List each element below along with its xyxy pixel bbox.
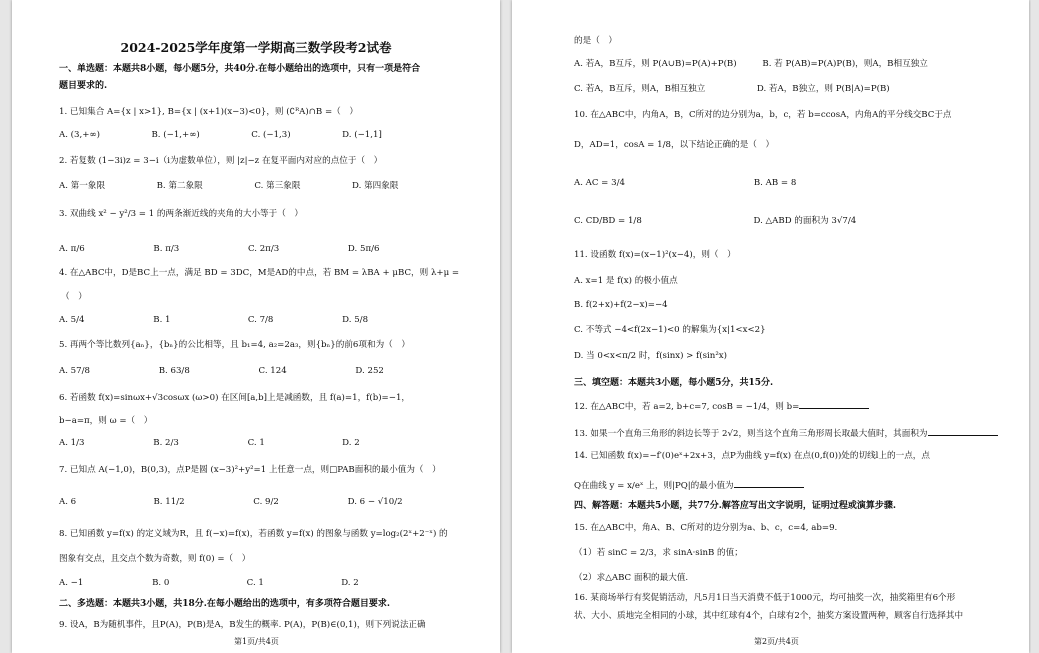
answer-blank (734, 478, 804, 488)
page-2-section-heading (574, 378, 773, 389)
page-1-text-line (59, 107, 358, 118)
page-1-text-line (59, 244, 379, 255)
exam-title: 2024-2025学年度第一学期高三数学段考2试卷 (120, 40, 392, 55)
line-text: A. 57/8 B. 63/8 C. 124 D. 252 (59, 366, 384, 376)
page-1-text-line (59, 416, 152, 427)
line-text: 四、解答题：本题共5小题，共77分.解答应写出文字说明，证明过程或演算步骤. (574, 501, 897, 511)
page-1-text-line (59, 366, 384, 377)
line-text: A. x=1 是 f(x) 的极小值点 (574, 276, 678, 286)
line-text: 3. 双曲线 x² − y²/3 = 1 的两条渐近线的夹角的大小等于（ ） (59, 209, 304, 219)
page-2-text-line (574, 611, 963, 622)
page-1-text-line (59, 130, 382, 141)
page-1-text-line (59, 620, 426, 631)
page-2-text-line (574, 216, 856, 227)
line-text: 8. 已知函数 y=f(x) 的定义域为R，且 f(−x)=f(x)，若函数 y=f(x) 的图象与函数 y=log₂(2ˣ+2⁻ˣ) 的 (59, 529, 448, 539)
page-1-text-line (59, 438, 360, 449)
line-text: 4. 在△ABC中，D是BC上一点，满足 BD = 3DC，M是AD的中点，若 BM = λBA + μBC，则 λ+μ = (59, 268, 460, 278)
page-2-section-heading (574, 501, 896, 512)
page-1-text-line (59, 554, 250, 565)
line-text: 7. 已知点 A(−1,0)，B(0,3)，点P是圆 (x−3)²+y²=1 上任意一点，则□PAB面积的最小值为（ ） (59, 465, 441, 475)
page-1-footer: 第1页/共4页 (234, 637, 279, 646)
line-text: 11. 设函数 f(x)=(x−1)²(x−4)，则（ ） (574, 250, 736, 260)
page-2-text-line (574, 351, 727, 362)
line-text: 1. 已知集合 A={x | x>1}, B={x | (x+1)(x−3)<0}，则 (∁ᴿA)∩B =（ ） (59, 107, 358, 117)
line-text: 10. 在△ABC中，内角A，B，C所对的边分别为a，b，c，若 b=ccosA，内角A的平分线交BC于点 (574, 110, 952, 120)
line-text: 5. 再两个等比数列{aₙ}，{bₙ}的公比相等，且 b₁=4, a₂=2a₃，则{bₙ}的前6项和为（ ） (59, 340, 410, 350)
page-2-text-line (574, 478, 804, 492)
page-1-text-line (59, 497, 403, 508)
line-text: B. f(2+x)+f(2−x)=−4 (574, 300, 668, 310)
line-text: C. 不等式 −4<f(2x−1)<0 的解集为{x|1<x<2} (574, 325, 766, 335)
line-text: 6. 若函数 f(x)=sinωx+√3cosωx (ω>0) 在区间[a,b]上是减函数，且 f(a)=1，f(b)=−1， (59, 393, 411, 403)
line-text: 图象有交点，且交点个数为奇数，则 f(0) =（ ） (59, 554, 251, 564)
page-2-footer: 第2页/共4页 (754, 637, 799, 646)
line-text: 题目要求的. (59, 81, 108, 91)
page-2-text-line (574, 250, 736, 261)
line-text: A. 1/3 B. 2/3 C. 1 D. 2 (59, 438, 360, 448)
line-text: 15. 在△ABC中，角A、B、C所对的边分别为a、b、c，c=4, ab=9. (574, 523, 838, 533)
page-2-text-line (574, 451, 930, 462)
line-text: A. (3,+∞) B. (−1,+∞) C. (−1,3) D. (−1,1] (59, 130, 382, 140)
exam-page-1 (12, 0, 500, 653)
line-text: （1）若 sinC = 2/3，求 sinA·sinB 的值； (574, 548, 743, 558)
page-2-text-line (574, 276, 678, 287)
line-text: 9. 设A，B为随机事件，且P(A)，P(B)是A，B发生的概率. P(A)，P(B)∈(0,1)，则下列说法正确 (59, 620, 426, 630)
line-text: 12. 在△ABC中，若 a=2, b+c=7, cosB = −1/4，则 b= (574, 402, 800, 412)
line-text: 16. 某商场举行有奖促销活动，凡5月1日当天消费不低于1000元，均可抽奖一次，抽奖箱里有6个形 (574, 593, 956, 603)
line-text: D，AD=1，cosA = 1/8，以下结论正确的是（ ） (574, 140, 775, 150)
page-1-text-line (61, 292, 87, 303)
page-1-text-line (59, 578, 359, 589)
page-1-text-line (59, 529, 448, 540)
page-2-text-line (574, 36, 617, 47)
line-text: b−a=π，则 ω =（ ） (59, 416, 153, 426)
line-text: 14. 已知函数 f(x)=−f′(0)eˣ+2x+3，点P为曲线 y=f(x) 在点(0,f(0))处的切线l上的一点，点 (574, 451, 930, 461)
line-text: 2. 若复数 (1−3i)z = 3−i（i为虚数单位），则 |z|−z 在复平面内对应的点位于（ ） (59, 156, 383, 166)
line-text: A. AC = 3/4 B. AB = 8 (574, 178, 797, 188)
page-1-text-line (59, 181, 398, 192)
line-text: C. 若A，B互斥，则A，B相互独立 D. 若A，B独立，则 P(B|A)=P(B) (574, 84, 890, 94)
line-text: D. 当 0<x<π/2 时，f(sinx) > f(sin²x) (574, 351, 727, 361)
page-2-text-line (574, 426, 998, 440)
line-text: Q在曲线 y = x/eˣ 上，则|PQ|的最小值为 (574, 481, 734, 491)
answer-blank (799, 399, 869, 409)
line-text: 状、大小、质地完全相同的小球，其中红球有4个，白球有2个，抽奖方案设置两种，顾客自行选择其中 (574, 611, 964, 621)
line-text: A. −1 B. 0 C. 1 D. 2 (59, 578, 359, 588)
scrollbar[interactable] (1031, 0, 1039, 653)
page-2-text-line (574, 178, 796, 189)
page-1-text-line (59, 268, 459, 279)
answer-blank (928, 426, 998, 436)
page-2-text-line (574, 573, 688, 584)
page-2-text-line (574, 110, 952, 121)
line-text: 13. 如果一个直角三角形的斜边长等于 2√2，则当这个直角三角形周长取最大值时，其面积为 (574, 429, 928, 439)
line-text: A. 6 B. 11/2 C. 9/2 D. 6 − √10/2 (59, 497, 403, 507)
line-text: 一、单选题：本题共8小题，每小题5分，共40分.在每小题给出的选项中，只有一项是符合 (59, 64, 421, 74)
page-1-section-heading (59, 64, 420, 75)
line-text: （ ） (61, 292, 87, 302)
page-1-text-line (59, 315, 368, 326)
page-2-text-line (574, 523, 837, 534)
page-1-text-line (59, 156, 382, 167)
line-text: 的是（ ） (574, 36, 617, 46)
page-1-text-line (59, 209, 303, 220)
line-text: A. 5/4 B. 1 C. 7/8 D. 5/8 (59, 315, 369, 325)
page-2-text-line (574, 140, 774, 151)
exam-page-2 (512, 0, 1029, 653)
line-text: （2）求△ABC 面积的最大值. (574, 573, 689, 583)
page-2-text-line (574, 593, 955, 604)
page-1-text-line (59, 465, 441, 476)
page-1-text-line (59, 340, 410, 351)
page-2-text-line (574, 84, 890, 95)
line-text: 二、多选题：本题共3小题，共18分.在每小题给出的选项中，有多项符合题目要求. (59, 599, 391, 609)
page-1-section-heading (59, 599, 390, 610)
page-2-text-line (574, 300, 668, 311)
page-1-section-heading (59, 81, 107, 92)
page-2-text-line (574, 399, 869, 413)
line-text: A. π/6 B. π/3 C. 2π/3 D. 5π/6 (59, 244, 380, 254)
line-text: 三、填空题：本题共3小题，每小题5分，共15分. (574, 378, 774, 388)
page-2-text-line (574, 59, 928, 70)
line-text: C. CD/BD = 1/8 D. △ABD 的面积为 3√7/4 (574, 216, 857, 226)
line-text: A. 若A，B互斥，则 P(A∪B)=P(A)+P(B) B. 若 P(AB)=P(A)P(B)，则A，B相互独立 (574, 59, 928, 69)
page-2-text-line (574, 325, 766, 336)
page-2-text-line (574, 548, 743, 559)
line-text: A. 第一象限 B. 第二象限 C. 第三象限 D. 第四象限 (59, 181, 399, 191)
page-1-text-line (59, 393, 410, 404)
